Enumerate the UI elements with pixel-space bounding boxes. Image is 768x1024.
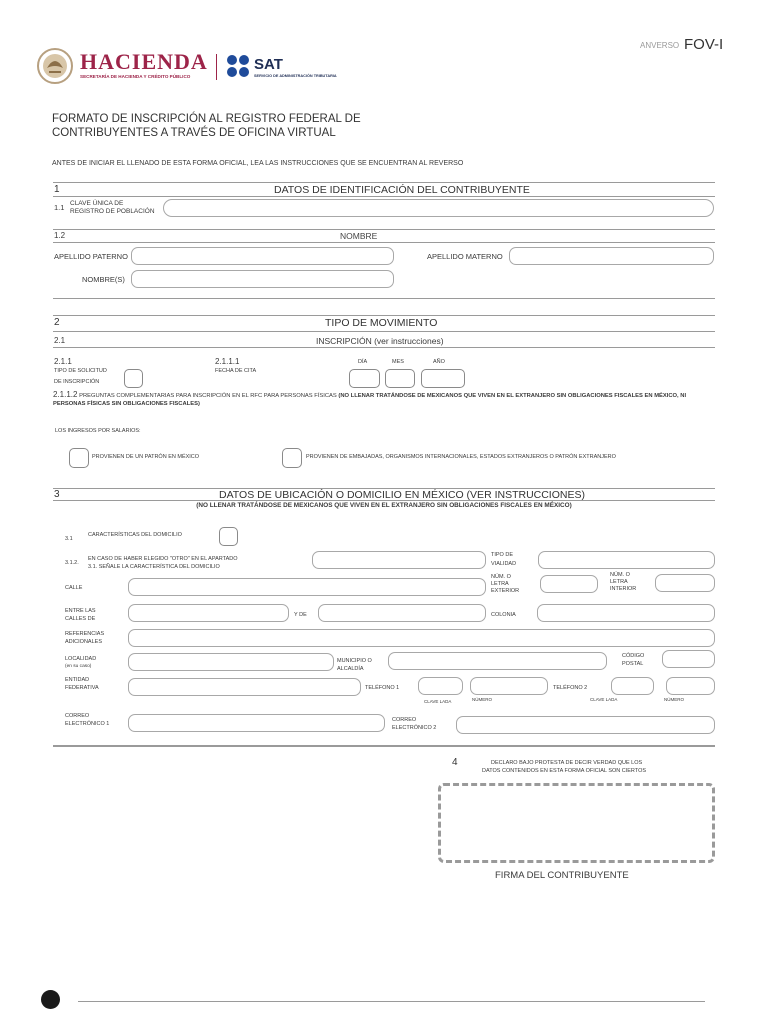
otro-input[interactable] [312,551,486,569]
cp-label-1: CÓDIGO [622,653,645,659]
opt-mexico-checkbox[interactable] [69,448,89,468]
telefono1-numero-caption: NÚMERO [472,697,492,702]
caracteristicas-number: 3.1 [65,536,73,542]
entidad-label-2: FEDERATIVA [65,685,99,691]
ingresos-label: LOS INGRESOS POR SALARIOS: [55,428,141,434]
localidad-label: LOCALIDAD [65,656,97,662]
form-code: FOV-I [684,36,724,53]
footer-line [78,1001,705,1002]
entre-label-2: CALLES DE [65,616,96,622]
inscripcion-title: INSCRIPCIÓN (ver instrucciones) [316,336,444,346]
section2-title: TIPO DE MOVIMIENTO [325,317,438,329]
fecha-cita-label: FECHA DE CITA [215,368,257,374]
divider [53,298,715,299]
section4-number: 4 [452,757,458,768]
referencias-input[interactable] [128,629,715,647]
solicitud-number: 2.1.1 [54,357,72,366]
telefono2-numero-caption: NÚMERO [664,697,684,702]
dia-input[interactable] [349,369,380,388]
hacienda-logo [36,46,216,88]
municipio-input[interactable] [388,652,607,670]
side-label: ANVERSO [640,41,680,50]
divider [53,347,715,348]
section1-title: DATOS DE IDENTIFICACIÓN DEL CONTRIBUYENTE [274,184,530,196]
tipo-vialidad-input[interactable] [538,551,715,569]
footer-dot [41,990,60,1009]
cp-label-2: POSTAL [622,661,644,667]
name-title: NOMBRE [340,231,378,241]
correo2-input[interactable] [456,716,715,734]
divider [53,242,715,243]
calle-input[interactable] [128,578,486,596]
opt-extranjero-label: PROVIENEN DE EMBAJADAS, ORGANISMOS INTERNACIONALES, ESTADOS EXTRANJEROS O PATRÓN EXTRANJERO [306,454,616,460]
entre-calle2-input[interactable] [318,604,486,622]
telefono1-lada-caption: CLAVE LADA [424,699,452,704]
otro-label-2: 3.1. SEÑALE LA CARACTERÍSTICA DEL DOMICILIO [88,564,220,570]
entidad-label-1: ENTIDAD [65,677,90,683]
divider [53,196,715,197]
otro-label-1: EN CASO DE HABER ELEGIDO "OTRO" EN EL APARTADO [88,556,238,562]
num-ext-label-3: EXTERIOR [491,588,520,594]
correo2-label-1: CORREO [392,717,417,723]
telefono2-lada-input[interactable] [611,677,654,695]
opt-extranjero-checkbox[interactable] [282,448,302,468]
dia-label: DÍA [358,359,368,365]
entre-calle1-input[interactable] [128,604,289,622]
firma-label: FIRMA DEL CONTRIBUYENTE [495,870,629,881]
correo1-label-2: ELECTRÓNICO 1 [65,721,110,727]
opt-mexico-label: PROVIENEN DE UN PATRÓN EN MÉXICO [92,454,200,460]
solicitud-label-2: DE INSCRIPCIÓN [54,379,100,385]
divider [53,745,715,747]
section1-number: 1 [54,184,60,195]
divider [53,229,715,230]
municipio-label-1: MUNICIPIO O [337,658,372,664]
section3-number: 3 [54,489,60,500]
colonia-input[interactable] [537,604,715,622]
apellido-paterno-label: APELLIDO PATERNO [54,252,128,261]
divider [53,315,715,316]
logo-divider [216,54,217,80]
telefono2-label: TELÉFONO 2 [553,685,588,691]
form-title-line1: FORMATO DE INSCRIPCIÓN AL REGISTRO FEDERAL DE [52,113,361,125]
mes-label: MES [392,359,404,365]
num-int-label-1: NÚM. O [610,572,630,578]
solicitud-label-1: TIPO DE SOLICITUD [54,368,107,374]
entidad-input[interactable] [128,678,361,696]
signature-box[interactable] [438,783,715,863]
eagle-seal-icon [36,46,74,86]
calle-label: CALLE [65,585,83,591]
num-ext-label-1: NÚM. O [491,574,511,580]
tipo-vialidad-label-1: TIPO DE [491,552,514,558]
section2-number: 2 [54,317,60,328]
hacienda-wordmark: HACIENDA [80,49,208,74]
num-int-label-3: INTERIOR [610,586,637,592]
telefono2-numero-input[interactable] [666,677,715,695]
num-int-label-2: LETRA [610,579,628,585]
instructions-note: ANTES DE INICIAR EL LLENADO DE ESTA FORMA OFICIAL, LEA LAS INSTRUCCIONES QUE SE ENCUENTRAN AL REVERSO [52,160,464,167]
preguntas-text: PREGUNTAS COMPLEMENTARIAS PARA INSCRIPCIÓN EN EL RFC PARA PERSONAS FÍSICAS [79,393,337,399]
declaro-line1: DECLARO BAJO PROTESTA DE DECIR VERDAD QUE LOS [491,760,643,766]
telefono2-lada-caption: CLAVE LADA [590,697,618,702]
nombres-input[interactable] [131,270,394,288]
referencias-label-1: REFERENCIAS [65,631,105,637]
inscripcion-number: 2.1 [54,336,66,345]
divider [53,500,715,501]
y-de-label: Y DE [294,612,307,618]
caracteristicas-checkbox[interactable] [219,527,238,546]
curp-input[interactable] [163,199,714,217]
divider [53,331,715,332]
entre-label-1: ENTRE LAS [65,608,96,614]
fecha-cita-number: 2.1.1.1 [215,357,240,366]
telefono1-numero-input[interactable] [470,677,548,695]
tipo-vialidad-label-2: VIALIDAD [491,561,517,567]
sat-wordmark: SAT [254,56,283,73]
solicitud-checkbox[interactable] [124,369,143,388]
num-ext-input[interactable] [540,575,598,593]
telefono1-lada-input[interactable] [418,677,463,695]
divider [53,182,715,183]
curp-label-2: REGISTRO DE POBLACIÓN [70,208,155,215]
cp-input[interactable] [662,650,715,668]
preguntas-bold-1: (NO LLENAR TRATÁNDOSE DE MEXICANOS QUE VIVEN EN EL EXTRANJERO SIN OBLIGACIONES FISCALES EN [338,393,653,399]
nombres-label: NOMBRE(S) [82,275,125,284]
otro-number: 3.1.2. [65,560,79,566]
preguntas-bold-2: MÉXICO, NI PERSONAS FÍSICAS SIN OBLIGACIONES FISCALES) [53,393,687,407]
correo2-label-2: ELECTRÓNICO 2 [392,725,437,731]
referencias-label-2: ADICIONALES [65,639,102,645]
sat-logo [226,54,346,84]
localidad-sublabel: (en su caso) [65,664,92,669]
section3-note: (NO LLENAR TRATÁNDOSE DE MEXICANOS QUE VIVEN EN EL EXTRANJERO SIN OBLIGACIONES FISCALES EN MÉXICO) [196,502,572,509]
apellido-materno-label: APELLIDO MATERNO [427,252,503,261]
municipio-label-2: ALCALDÍA [337,666,364,672]
num-ext-label-2: LETRA [491,581,509,587]
preguntas-note [53,391,718,408]
curp-number: 1.1 [54,203,65,212]
hacienda-subtitle: SECRETARÍA DE HACIENDA Y CRÉDITO PÚBLICO [80,74,191,79]
telefono1-label: TELÉFONO 1 [365,685,400,691]
caracteristicas-label: CARACTERÍSTICAS DEL DOMICILIO [88,532,182,538]
localidad-input[interactable] [128,653,334,671]
apellido-materno-input[interactable] [509,247,714,265]
preguntas-number: 2.1.1.2 [53,390,78,399]
apellido-paterno-input[interactable] [131,247,394,265]
sat-dots-icon [226,54,252,80]
colonia-label: COLONIA [491,612,516,618]
sat-subtitle: SERVICIO DE ADMINISTRACIÓN TRIBUTARIA [254,74,337,78]
name-number: 1.2 [54,231,66,240]
num-int-input[interactable] [655,574,715,592]
ano-label: AÑO [433,359,445,365]
declaro-line2: DATOS CONTENIDOS EN ESTA FORMA OFICIAL SON CIERTOS [482,768,647,774]
ano-input[interactable] [421,369,465,388]
correo1-label-1: CORREO [65,713,90,719]
form-title-line2: CONTRIBUYENTES A TRAVÉS DE OFICINA VIRTUAL [52,127,336,139]
correo1-input[interactable] [128,714,385,732]
mes-input[interactable] [385,369,415,388]
section3-title: DATOS DE UBICACIÓN O DOMICILIO EN MÉXICO (VER INSTRUCCIONES) [219,489,585,501]
curp-label-1: CLAVE ÚNICA DE [70,200,124,207]
